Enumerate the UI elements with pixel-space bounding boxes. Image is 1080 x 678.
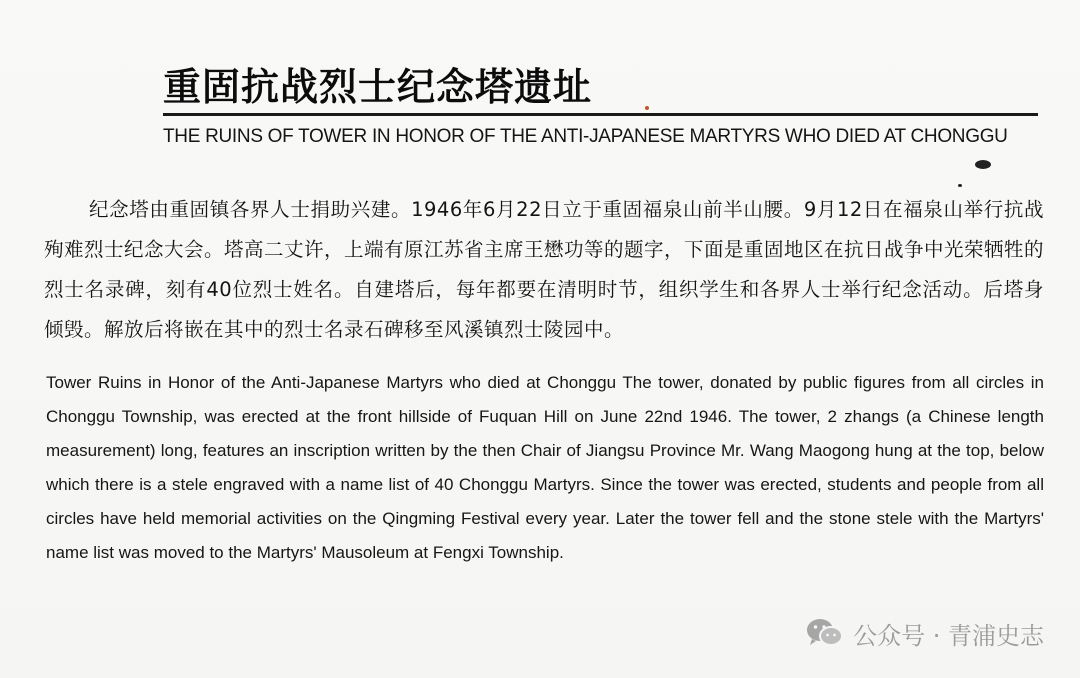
title-divider	[163, 113, 1038, 116]
body-paragraph-chinese: 纪念塔由重固镇各界人士捐助兴建。1946年6月22日立于重固福泉山前半山腰。9月12日在福泉山举行抗战殉难烈士纪念大会。塔高二丈许，上端有原江苏省主席王懋功等的题字，下面是重固地区在抗日战争中光荣牺牲的烈士名录碑，刻有40位烈士姓名。自建塔后，每年都要在清明时节，组织学生和各界人士举行纪念活动。后塔身倾毁。解放后将嵌在其中的烈士名录石碑移至风溪镇烈士陵园中。	[44, 198, 1045, 341]
scan-speck	[958, 184, 962, 187]
watermark-text: 公众号 · 青浦史志	[853, 621, 1044, 650]
scan-speck	[975, 160, 991, 169]
watermark	[805, 613, 1044, 653]
page-title-chinese: 重固抗战烈士纪念塔遗址	[163, 65, 593, 109]
wechat-icon	[805, 616, 845, 650]
scan-speck	[645, 106, 649, 110]
page-title-english: THE RUINS OF TOWER IN HONOR OF THE ANTI-JAPANESE MARTYRS WHO DIED AT CHONGGU	[163, 126, 1008, 147]
body-paragraph-english: Tower Ruins in Honor of the Anti-Japanese Martyrs who died at Chonggu The tower, donated by public figures from all circles in Chonggu Township, was erected at the front hillside of Fuquan Hill on June 22nd 1946. The tower, 2 zhangs (a Chinese length measurement) long, features an inscription written by the then Chair of Jiangsu Province Mr. Wang Maogong hung at the top, below which there is a stele engraved with a name list of 40 Chonggu Martyrs. Since the tower was erected, students and people from all circles have held memorial activities on the Qingming Festival every year. Later the tower fell and the stone stele with the Martyrs' name list was moved to the Martyrs' Mausoleum at Fengxi Township.	[46, 373, 1044, 562]
